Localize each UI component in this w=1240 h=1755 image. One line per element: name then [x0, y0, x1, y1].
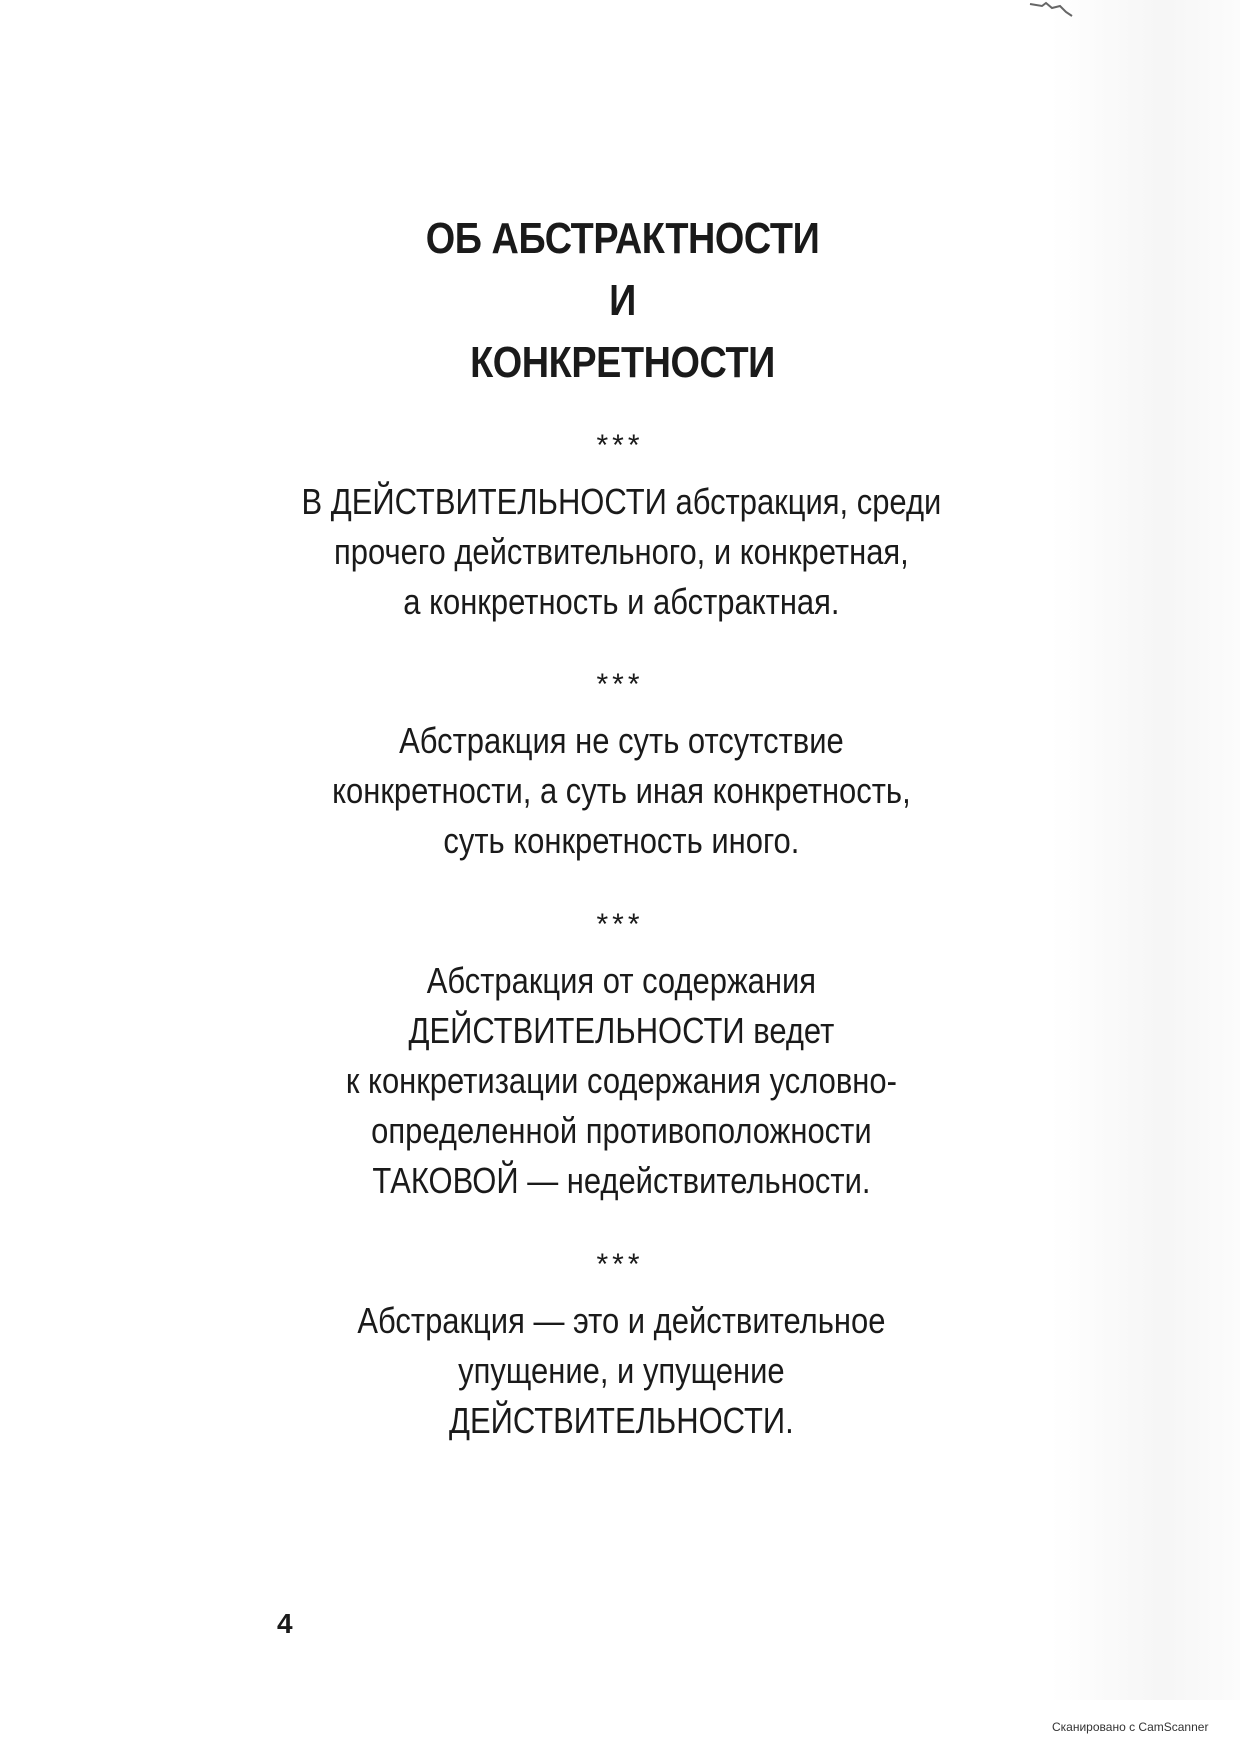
text-line: ТАКОВОЙ — недействительности. [372, 1160, 871, 1201]
text-line: упущение, и упущение [458, 1350, 785, 1391]
separator-stars: *** [596, 908, 644, 941]
chapter-title-line-1: ОБ АБСТРАКТНОСТИ [425, 214, 820, 263]
text-line: суть конкретность иного. [443, 820, 800, 861]
page-number: 4 [277, 1608, 293, 1639]
aphorism-text [88, 716, 1154, 866]
text-line: Абстракция не суть отсутствие [399, 720, 844, 761]
text-line: к конкретизации содержания условно- [345, 1060, 897, 1101]
text-line: а конкретность и абстрактная. [403, 581, 840, 622]
aphorism-3 [0, 910, 1240, 1206]
aphorism-2 [0, 670, 1240, 866]
aphorism-text [88, 1296, 1154, 1446]
text-line: ДЕЙСТВИТЕЛЬНОСТИ ведет [408, 1010, 835, 1051]
chapter-title-line-2: И [609, 276, 636, 325]
separator-stars: *** [596, 429, 644, 462]
scan-corner-mark [1020, 0, 1080, 18]
text-line: конкретности, а суть иная конкретность, [332, 770, 911, 811]
aphorism-4 [0, 1250, 1240, 1446]
separator-stars: *** [596, 668, 644, 701]
text-line: прочего действительного, и конкретная, [334, 531, 909, 572]
text-line: В ДЕЙСТВИТЕЛЬНОСТИ абстракция, среди [301, 481, 942, 522]
text-line: Абстракция от содержания [426, 960, 817, 1001]
chapter-title [89, 208, 1155, 394]
text-line: ДЕЙСТВИТЕЛЬНОСТИ. [449, 1400, 794, 1441]
aphorism-text [88, 477, 1154, 627]
aphorism-1 [0, 431, 1240, 627]
chapter-title-line-3: КОНКРЕТНОСТИ [470, 338, 775, 387]
scanner-watermark: Сканировано с CamScanner [1052, 1720, 1209, 1734]
text-line: определенной противоположности [371, 1110, 872, 1151]
separator-stars: *** [596, 1248, 644, 1281]
aphorism-text [88, 956, 1154, 1206]
text-line: Абстракция — это и действительное [357, 1300, 886, 1341]
